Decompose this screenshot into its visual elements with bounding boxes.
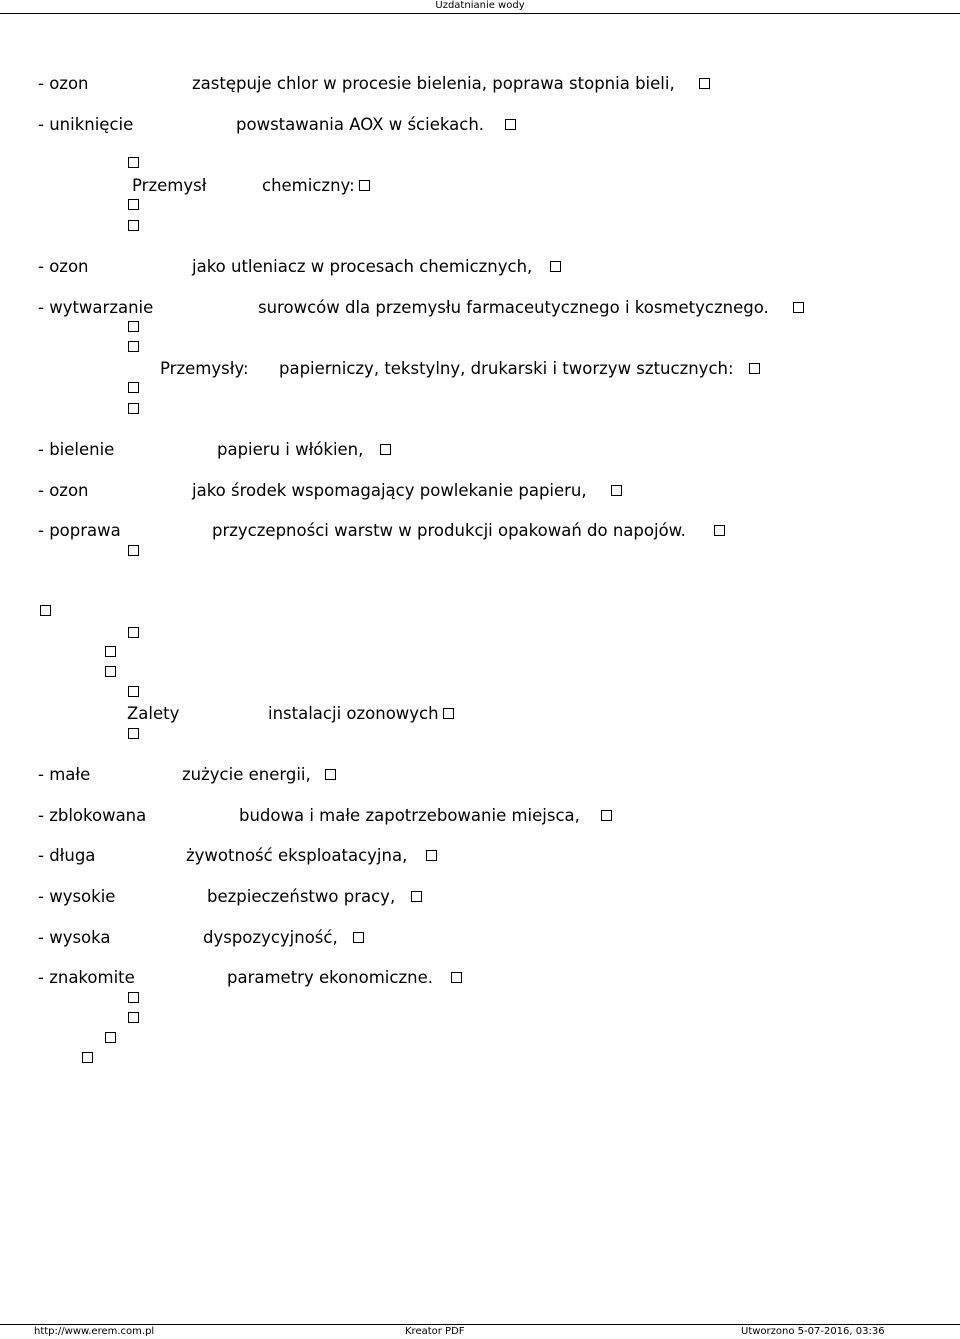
box-glyph-icon xyxy=(699,78,710,89)
box-glyph-icon xyxy=(611,485,622,496)
box-glyph-icon xyxy=(128,199,139,210)
line-12-text: dyspozycyjność, xyxy=(203,928,338,947)
box-glyph-icon xyxy=(550,261,561,272)
line-08-text: zużycie energii, xyxy=(182,765,311,784)
box-glyph-icon xyxy=(325,769,336,780)
box-glyph-icon xyxy=(359,180,370,191)
box-glyph-icon xyxy=(128,627,139,638)
box-glyph-icon xyxy=(793,302,804,313)
line-05-text: papieru i włókien, xyxy=(217,440,364,459)
box-glyph-icon xyxy=(128,545,139,556)
line-11-term: - wysokie xyxy=(38,887,116,906)
box-glyph-icon xyxy=(105,646,116,657)
heading-1-a: Przemysł xyxy=(132,176,207,195)
line-12-term: - wysoka xyxy=(38,928,111,947)
header-title: Uzdatnianie wody xyxy=(435,0,525,11)
box-glyph-icon xyxy=(128,1012,139,1023)
line-06-term: - ozon xyxy=(38,481,89,500)
box-glyph-icon xyxy=(426,850,437,861)
box-glyph-icon xyxy=(40,605,51,616)
line-09-text: budowa i małe zapotrzebowanie miejsca, xyxy=(239,806,580,825)
box-glyph-icon xyxy=(128,992,139,1003)
heading-2-a: Przemysły: xyxy=(160,359,249,378)
box-glyph-icon xyxy=(128,341,139,352)
box-glyph-icon xyxy=(128,157,139,168)
line-11-text: bezpieczeństwo pracy, xyxy=(207,887,396,906)
box-glyph-icon xyxy=(128,728,139,739)
box-glyph-icon xyxy=(82,1052,93,1063)
box-glyph-icon xyxy=(105,1032,116,1043)
heading-3-b: instalacji ozonowych xyxy=(268,704,439,723)
box-glyph-icon xyxy=(714,525,725,536)
box-glyph-icon xyxy=(505,119,516,130)
line-03-text: jako utleniacz w procesach chemicznych, xyxy=(192,257,533,276)
line-04-term: - wytwarzanie xyxy=(38,298,154,317)
page-footer xyxy=(0,1324,960,1339)
box-glyph-icon xyxy=(128,382,139,393)
heading-3-a: Zalety xyxy=(127,704,180,723)
line-04-text: surowców dla przemysłu farmaceutycznego i kosmetycznego. xyxy=(258,298,769,317)
footer-created-date: Utworzono 5-07-2016, 03:36 xyxy=(741,1326,885,1337)
box-glyph-icon xyxy=(380,444,391,455)
line-03-term: - ozon xyxy=(38,257,89,276)
box-glyph-icon xyxy=(451,972,462,983)
line-06-text: jako środek wspomagający powlekanie papieru, xyxy=(192,481,587,500)
footer-url-link[interactable]: http://www.erem.com.pl xyxy=(34,1326,155,1337)
line-07-text: przyczepności warstw w produkcji opakowań do napojów. xyxy=(212,521,686,540)
box-glyph-icon xyxy=(411,891,422,902)
box-glyph-icon xyxy=(353,932,364,943)
page-header xyxy=(0,0,960,14)
box-glyph-icon xyxy=(105,666,116,677)
line-09-term: - zblokowana xyxy=(38,806,147,825)
box-glyph-icon xyxy=(601,810,612,821)
footer-creator: Kreator PDF xyxy=(405,1326,465,1337)
line-10-term: - długa xyxy=(38,846,96,865)
line-08-term: - małe xyxy=(38,765,91,784)
line-13-term: - znakomite xyxy=(38,968,135,987)
line-01-term: - ozon xyxy=(38,74,89,93)
line-10-text: żywotność eksploatacyjna, xyxy=(186,846,408,865)
box-glyph-icon xyxy=(128,220,139,231)
heading-1-b: chemiczny: xyxy=(262,176,355,195)
heading-2-b: papierniczy, tekstylny, drukarski i tworzyw sztucznych: xyxy=(279,359,734,378)
line-05-term: - bielenie xyxy=(38,440,115,459)
line-01-text: zastępuje chlor w procesie bielenia, poprawa stopnia bieli, xyxy=(192,74,675,93)
box-glyph-icon xyxy=(443,708,454,719)
line-07-term: - poprawa xyxy=(38,521,121,540)
line-02-text: powstawania AOX w ściekach. xyxy=(236,115,485,134)
line-13-text: parametry ekonomiczne. xyxy=(227,968,433,987)
box-glyph-icon xyxy=(128,686,139,697)
box-glyph-icon xyxy=(128,403,139,414)
box-glyph-icon xyxy=(128,321,139,332)
box-glyph-icon xyxy=(749,363,760,374)
line-02-term: - uniknięcie xyxy=(38,115,134,134)
